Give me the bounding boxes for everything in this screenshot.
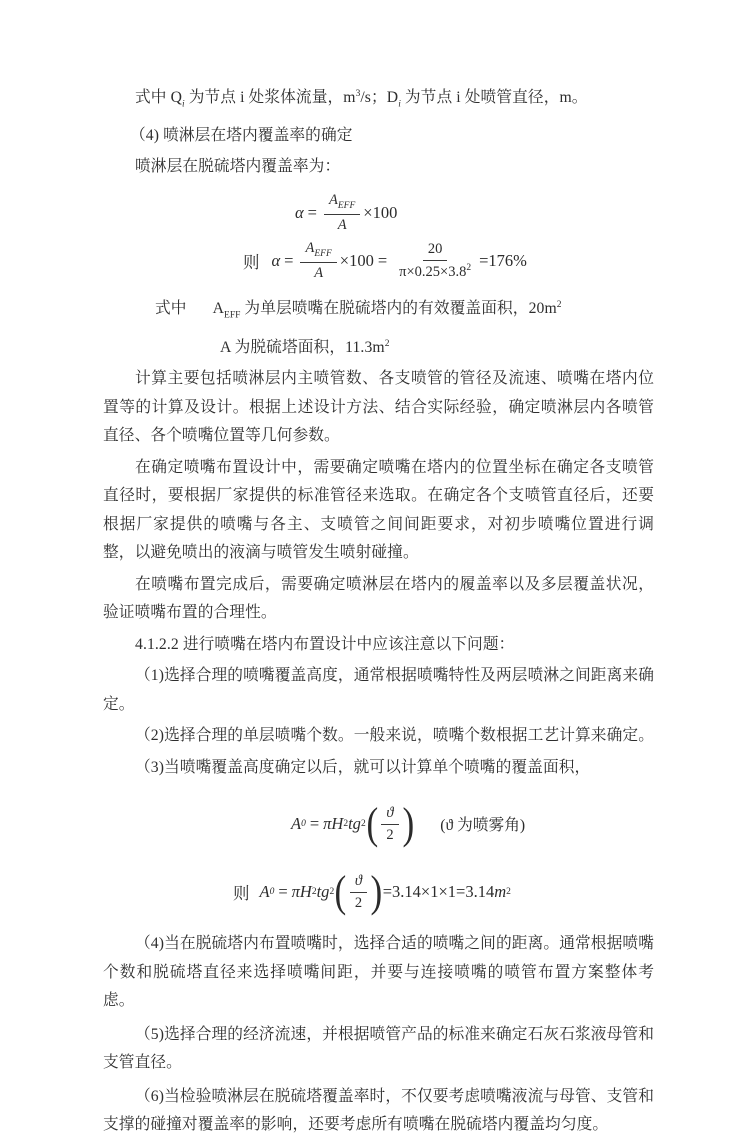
denominator-2: 2 <box>386 826 394 843</box>
denominator-expression: π×0.25×3.8 <box>399 263 467 280</box>
formula-a0-calc <box>233 863 654 921</box>
where-label: 式中 <box>155 300 187 318</box>
equals-sign: = <box>284 250 294 270</box>
equals-sign: = <box>309 814 320 834</box>
a-var: A <box>314 264 324 281</box>
right-paren: ) <box>402 799 414 849</box>
numerator-20: 20 <box>423 240 448 261</box>
a-var: A <box>337 216 347 233</box>
fraction-theta-2 <box>350 872 367 913</box>
coverage-lead: 喷淋层在脱硫塔内覆盖率为： <box>135 158 341 176</box>
item-6: （6)当检验喷淋层在脱硫塔覆盖率时，不仅要考虑喷嘴液流与母管、支管和支撑的碰撞对覆盖率的影响，还要考虑所有喷嘴在脱硫塔内覆盖均匀度。 <box>103 1087 654 1134</box>
alpha-symbol: α <box>271 250 281 270</box>
right-paren: ) <box>370 867 383 917</box>
formula-alpha-calc <box>243 237 654 285</box>
aeff-description: 为单层喷嘴在脱硫塔内的有效覆盖面积，20m <box>240 300 557 318</box>
intro-text: 为节点 i 处浆体流量，m <box>184 89 356 107</box>
para-nozzle-layout: 在确定喷嘴布置设计中，需要确定喷嘴在塔内的位置坐标在确定各支喷管直径时，要根据厂家提供的标准管径来选取。在确定各个支喷管直径后，还要根据厂家提供的喷嘴与各主、支喷管之间间距要求，对初步喷嘴位置进行调整，以避免喷出的液滴与喷管发生喷射碰撞。 <box>103 458 654 562</box>
intro-text: 为节点 i 处喷管直径，m。 <box>400 89 588 107</box>
equals-sign: = <box>377 250 388 270</box>
intro-line <box>103 80 654 119</box>
squared-superscript: 2 <box>466 262 472 273</box>
squared-superscript: 2 <box>311 887 317 898</box>
times-100: ×100 <box>339 250 374 270</box>
aeff-subscript: EFF <box>224 310 241 321</box>
a0-subscript: 0 <box>301 819 306 830</box>
aeff-var: A <box>305 240 315 257</box>
pi-h-term: πH <box>323 814 344 834</box>
squared-superscript: 2 <box>360 819 366 830</box>
aeff-var: A <box>328 192 338 209</box>
a-description: 为脱硫塔面积，11.3m <box>230 338 385 356</box>
item-2: （2)选择合理的单层喷嘴个数。一般来说，喷嘴个数根据工艺计算来确定。 <box>135 727 654 745</box>
left-paren: ( <box>334 867 347 917</box>
item-3: （3)当喷嘴覆盖高度确定以后，就可以计算单个喷嘴的覆盖面积， <box>135 758 591 776</box>
equals-sign: = <box>278 882 288 902</box>
squared-superscript: 2 <box>506 887 511 898</box>
section4-heading: （4) 喷淋层在塔内覆盖率的确定 <box>130 126 353 144</box>
alpha-symbol: α <box>295 202 304 222</box>
section-4122-heading: 4.1.2.2 进行喷嘴在塔内布置设计中应该注意以下问题： <box>135 635 515 653</box>
unit-m: m <box>494 882 507 902</box>
squared-superscript: 2 <box>556 299 562 310</box>
item-5: （5)选择合理的经济流速，并根据喷管产品的标准来确定石灰石浆液母管和支管直径。 <box>103 1025 654 1072</box>
squared-superscript: 2 <box>384 338 390 349</box>
formula-a0-def <box>291 795 654 853</box>
fraction-20-denominator <box>394 240 476 282</box>
q-subscript: i <box>182 99 185 110</box>
result-176: =176% <box>479 250 527 270</box>
then-label: 则 <box>243 252 260 272</box>
squared-superscript: 2 <box>343 819 349 830</box>
then-label: 则 <box>233 884 250 904</box>
aeff-var: A <box>212 300 225 318</box>
tg-function: tg <box>348 814 361 834</box>
formula-alpha-def <box>295 191 654 235</box>
theta-symbol: ϑ <box>354 873 363 890</box>
result-314: =3.14×1×1=3.14 <box>382 882 495 902</box>
equals-sign: = <box>307 202 317 222</box>
denominator-2: 2 <box>354 894 363 911</box>
a0-var: A <box>291 814 302 834</box>
para-calculation: 计算主要包括喷淋层内主喷管数、各支喷管的管径及流速、喷嘴在塔内位置等的计算及设计。根据上述设计方法、结合实际经验，确定喷淋层内各喷管直径、各个喷嘴位置等几何参数。 <box>103 370 654 445</box>
m3-superscript: 3 <box>355 89 361 99</box>
fraction-aeff-a <box>300 239 336 282</box>
where-aeff-line <box>103 291 654 330</box>
intro-text: 式中 Q <box>135 89 183 107</box>
para-coverage-verify: 在喷嘴布置完成后，需要确定喷淋层在塔内的履盖率以及多层覆盖状况，验证喷嘴布置的合理性。 <box>103 575 654 622</box>
d-subscript: i <box>398 99 401 110</box>
where-a-line <box>220 330 654 363</box>
spray-angle-note: (ϑ 为喷雾角) <box>440 817 526 835</box>
intro-text: /s；D <box>360 89 399 107</box>
times-100: ×100 <box>363 202 398 222</box>
fraction-theta-2 <box>381 804 398 845</box>
pi-h-term: πH <box>291 882 312 902</box>
left-paren: ( <box>366 799 378 849</box>
aeff-subscript: EFF <box>314 249 332 260</box>
tg-function: tg <box>316 882 330 902</box>
theta-symbol: ϑ <box>386 805 394 822</box>
a-var: A <box>220 338 231 356</box>
a0-var: A <box>259 882 270 902</box>
fraction-aeff-a <box>324 191 360 234</box>
squared-superscript: 2 <box>329 887 335 898</box>
item-4: （4)当在脱硫塔内布置喷嘴时，选择合适的喷嘴之间的距离。通常根据喷嘴个数和脱硫塔直径来选择喷嘴间距，并要与连接喷嘴的喷管布置方案整体考虑。 <box>103 935 654 1010</box>
aeff-subscript: EFF <box>337 201 356 212</box>
a0-subscript: 0 <box>269 887 275 898</box>
item-1: （1)选择合理的喷嘴覆盖高度，通常根据喷嘴特性及两层喷淋之间距离来确定。 <box>103 667 654 713</box>
